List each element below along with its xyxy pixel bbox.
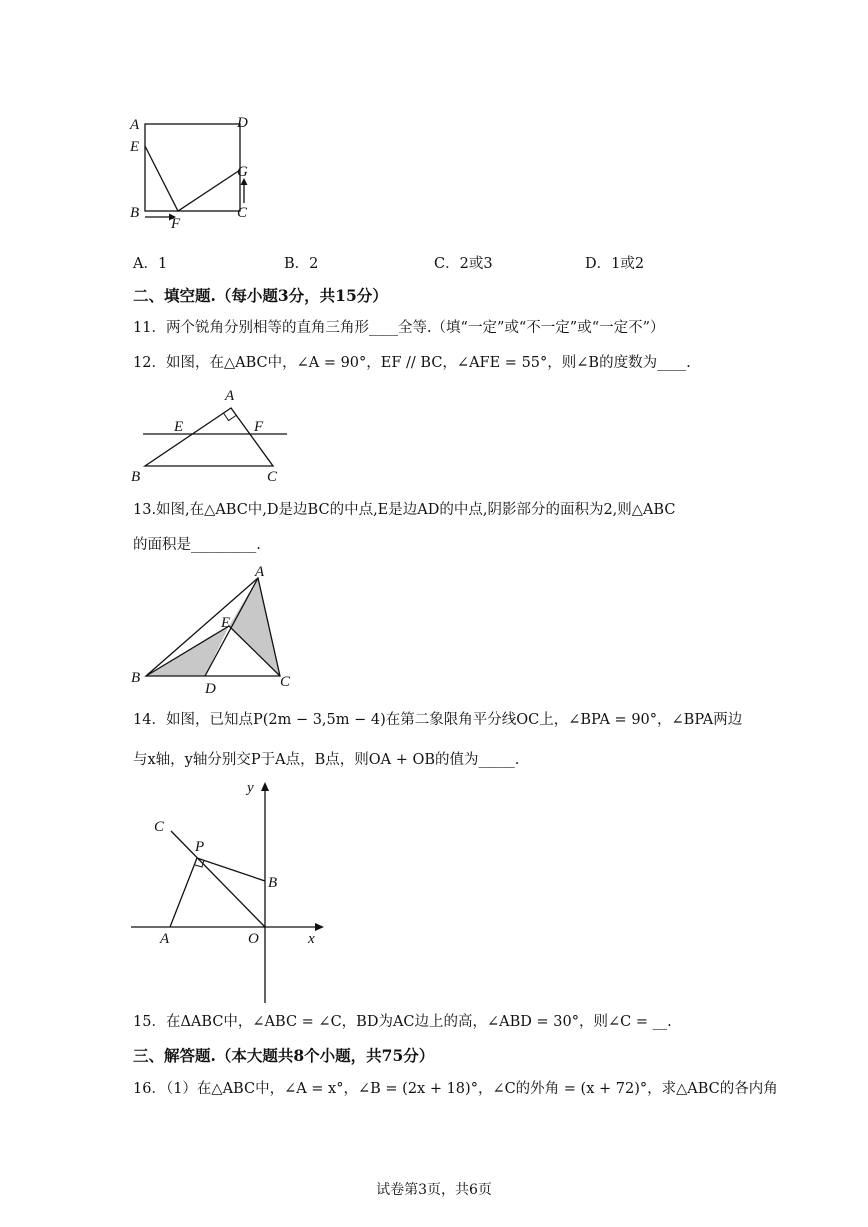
label-d: D	[205, 681, 216, 697]
label-p: P	[195, 839, 205, 855]
y-axis-arrow	[261, 782, 269, 791]
label-b: B	[131, 469, 141, 485]
section2-heading: 二、填空题.（每小题3分，共15分）	[133, 286, 388, 305]
question-16: 16．（1）在△ABC中，∠A = x°，∠B = (2x + 18)°，∠C的外角 = (x + 72)°，求△ABC的各内角	[133, 1081, 778, 1097]
question-13-line2: 的面积是_________.	[133, 537, 261, 553]
segment-pb	[197, 858, 265, 881]
label-a: A	[255, 564, 265, 580]
square-abcd	[145, 124, 240, 211]
label-c: C	[237, 205, 248, 221]
label-o: O	[248, 931, 259, 947]
label-y: y	[247, 780, 254, 796]
bisector-oc	[171, 831, 265, 927]
label-a: A	[160, 931, 170, 947]
label-c: C	[267, 469, 278, 485]
label-a: A	[225, 388, 235, 404]
question-11: 11．两个锐角分别相等的直角三角形____全等.（填“一定”或“不一定”或“一定不”）	[133, 320, 665, 336]
figure-q14	[125, 775, 335, 1010]
q10-option-c: C．2或3	[434, 256, 493, 272]
label-x: x	[308, 931, 315, 947]
figure-q12	[125, 380, 295, 485]
right-angle-mark	[224, 413, 237, 421]
segments-efg	[145, 146, 240, 211]
label-b: B	[131, 670, 141, 686]
label-f: F	[254, 419, 264, 435]
label-d: D	[237, 115, 248, 131]
triangle-abc	[145, 408, 273, 466]
label-a: A	[130, 117, 140, 133]
question-12: 12．如图，在△ABC中，∠A = 90°，EF // BC，∠AFE = 55°，则∠B的度数为____.	[133, 355, 691, 371]
section3-heading: 三、解答题.（本大题共8个小题，共75分）	[133, 1046, 435, 1065]
label-e: E	[221, 615, 231, 631]
figure-q10	[125, 110, 260, 235]
q10-option-a: A．1	[133, 256, 168, 272]
x-axis-arrow	[315, 923, 324, 931]
q10-option-b: B．2	[284, 256, 319, 272]
question-14-line1: 14．如图，已知点P(2m − 3,5m − 4)在第二象限角平分线OC上，∠BPA = 90°，∠BPA两边	[133, 712, 743, 728]
label-e: E	[174, 419, 184, 435]
page-footer: 试卷第3页，共6页	[376, 1182, 492, 1198]
segment-pa	[170, 858, 197, 927]
label-c: C	[154, 819, 165, 835]
label-e: E	[130, 139, 140, 155]
label-b: B	[268, 875, 278, 891]
shaded-region-eac	[229, 578, 280, 676]
question-15: 15．在ΔABC中，∠ABC = ∠C，BD为AC边上的高，∠ABD = 30°，则∠C = __.	[133, 1014, 672, 1030]
question-13-line1: 13.如图,在△ABC中,D是边BC的中点,E是边AD的中点,阴影部分的面积为2,则△ABC	[133, 502, 676, 518]
label-g: G	[237, 164, 248, 180]
label-b: B	[130, 205, 140, 221]
label-f: F	[171, 216, 181, 232]
label-c: C	[280, 674, 291, 690]
question-14-line2: 与x轴，y轴分别交P于A点，B点，则OA + OB的值为_____.	[133, 752, 520, 768]
q10-option-d: D．1或2	[585, 256, 645, 272]
figure-q13	[125, 560, 305, 700]
